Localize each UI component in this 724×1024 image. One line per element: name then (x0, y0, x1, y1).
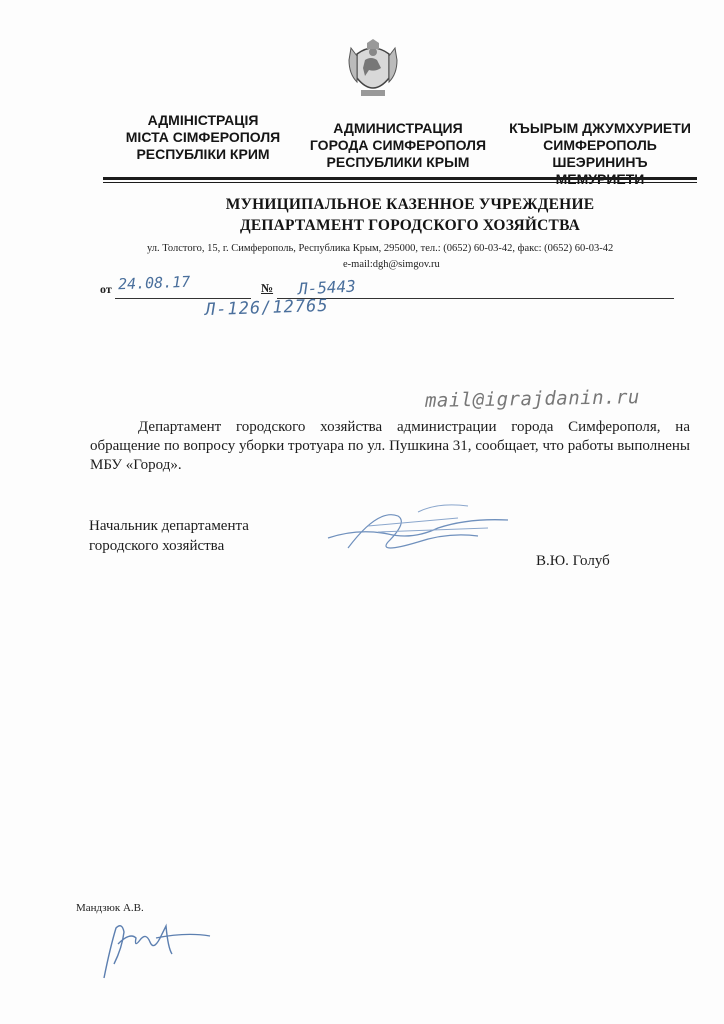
organization-name-line1: МУНИЦИПАЛЬНОЕ КАЗЕННОЕ УЧРЕЖДЕНИЕ (225, 196, 595, 213)
header-russian: АДМИНИСТРАЦИЯ ГОРОДА СИМФЕРОПОЛЯ РЕСПУБЛИКИ КРЫМ (309, 120, 487, 170)
organization-address: ул. Толстого, 15, г. Симферополь, Республика Крым, 295000, тел.: (0652) 60-03-42, факс: (0652) 60-03-42 (147, 243, 614, 254)
number-underline (277, 298, 674, 299)
letter-body (90, 418, 690, 475)
number-label: № (261, 281, 274, 295)
handwritten-number: Л-5443 (297, 276, 357, 299)
from-label: от (100, 282, 112, 296)
body-paragraph: Департамент городского хозяйства администрации города Симферополя, на обращение по вопросу уборки тротуара по ул. Пушкина 31, сообщает, что работы выполнены МБУ «Город». (90, 419, 690, 473)
handwritten-email: mail@igrajdanin.ru (424, 386, 641, 412)
header-rule-thick (103, 177, 697, 180)
header-rule-thin (103, 182, 697, 183)
organization-email: e-mail:dgh@simgov.ru (343, 259, 440, 270)
executor-name: Мандзюк А.В. (76, 902, 144, 914)
signatory-title: Начальник департамента городского хозяйства (89, 518, 249, 554)
header-ukrainian: АДМІНІСТРАЦІЯ МІСТА СІМФЕРОПОЛЯ РЕСПУБЛІКИ КРИМ (125, 112, 281, 162)
handwritten-date: 24.08.17 (117, 272, 191, 294)
organization-name-line2: ДЕПАРТАМЕНТ ГОРОДСКОГО ХОЗЯЙСТВА (239, 217, 581, 234)
handwritten-signature (318, 498, 518, 562)
signatory-name: В.Ю. Голуб (536, 553, 610, 569)
crimea-coat-of-arms-icon (345, 38, 401, 102)
header-crimean-tatar: КЪЫРЫМ ДЖУМХУРИЕТИ СИМФЕРОПОЛЬ ШЕЭРИНИНЪ (509, 120, 691, 170)
executor-initials-signature (96, 918, 216, 982)
handwritten-reference: Л-126/12765 (204, 295, 329, 321)
